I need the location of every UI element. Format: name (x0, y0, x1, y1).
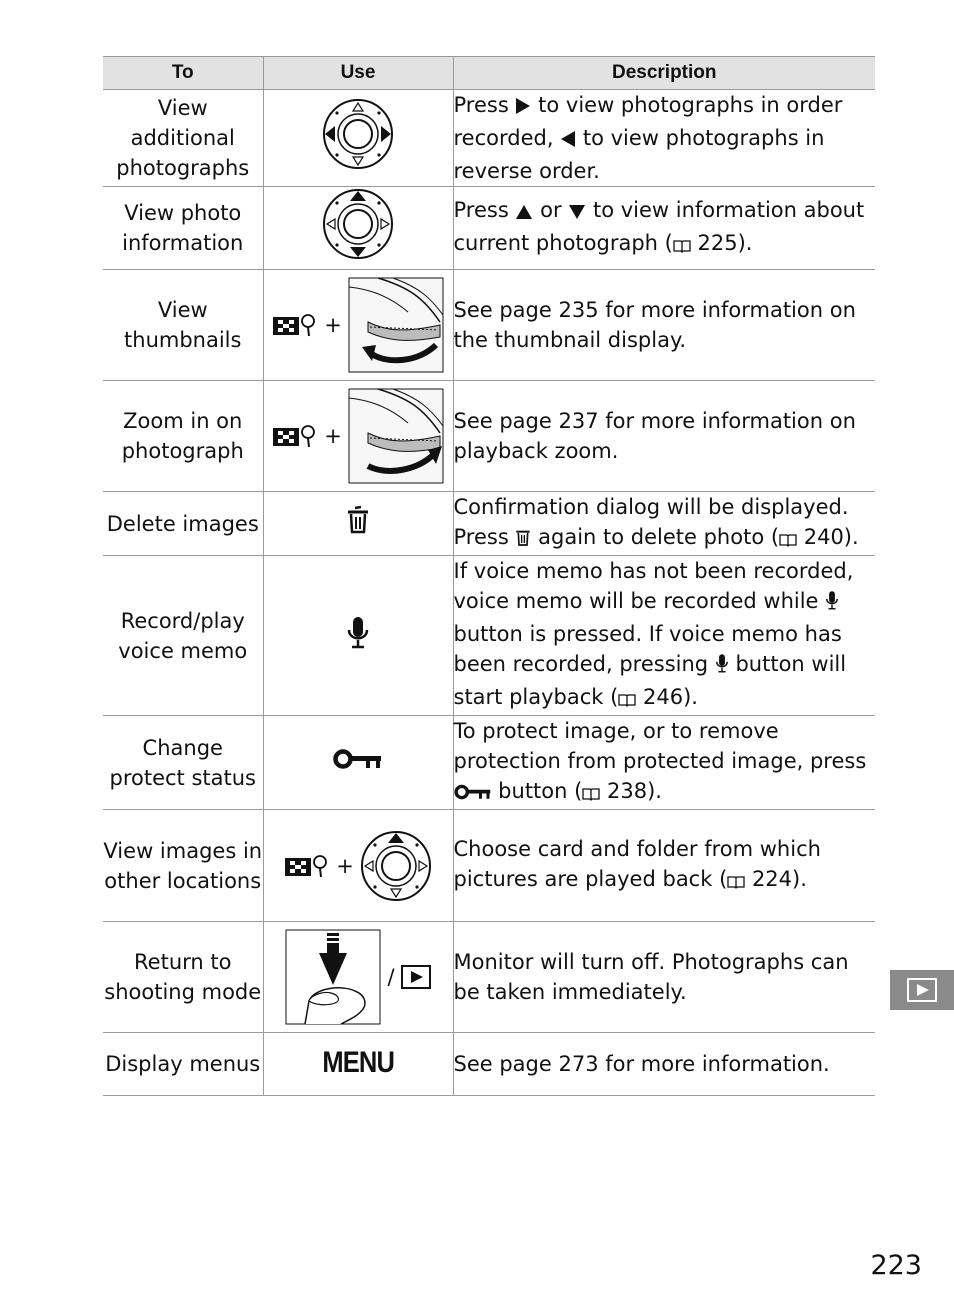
main-command-dial-icon (348, 388, 444, 484)
main-command-dial-icon (348, 277, 444, 373)
shutter-release-icon (285, 929, 381, 1025)
table-row (103, 270, 875, 381)
book-reference-icon (618, 685, 636, 715)
table-row (103, 556, 875, 716)
row-description: If voice memo has not been recorded, voice memo will be recorded while button is pressed. If voice memo has been recorded, pressing button will start playback ( 246). (453, 556, 875, 716)
table-row (103, 1033, 875, 1096)
multi-selector-icon (322, 188, 394, 260)
row-description: Monitor will turn off. Photographs can be taken immediately. (453, 922, 875, 1033)
row-description: To protect image, or to remove protection from protected image, press button ( 238). (453, 716, 875, 810)
row-description: See page 237 for more information on playback zoom. (453, 381, 875, 492)
microphone-icon (715, 652, 729, 682)
page-number: 223 (870, 1250, 922, 1281)
microphone-icon (346, 615, 370, 649)
row-use (263, 556, 453, 716)
table-row (103, 922, 875, 1033)
slash-separator: / (387, 965, 395, 989)
trash-icon (515, 525, 531, 555)
thumbnail-zoom-out-icon (272, 423, 318, 449)
book-reference-icon (673, 231, 691, 261)
row-to-label: Return to shooting mode (103, 922, 263, 1033)
plus-sign: + (336, 853, 354, 878)
header-use: Use (263, 57, 453, 90)
left-triangle-icon (560, 126, 576, 156)
plus-sign: + (324, 313, 342, 337)
row-use (263, 716, 453, 810)
table-row (103, 187, 875, 270)
row-use (263, 270, 453, 381)
thumbnail-zoom-out-icon (284, 853, 330, 879)
plus-sign: + (324, 424, 342, 448)
row-use (263, 810, 453, 922)
row-to-label: Display menus (103, 1033, 263, 1096)
row-description: Confirmation dialog will be displayed. Press again to delete photo ( 240). (453, 492, 875, 556)
book-reference-icon (582, 779, 600, 809)
multi-selector-icon (360, 830, 432, 902)
row-use (263, 1033, 453, 1096)
row-use (263, 381, 453, 492)
playback-icon (401, 965, 431, 989)
row-to-label: Change protect status (103, 716, 263, 810)
menu-button-label: MENU (322, 1046, 394, 1079)
row-description: See page 235 for more information on the thumbnail display. (453, 270, 875, 381)
thumbnail-zoom-out-icon (272, 312, 318, 338)
row-use (263, 922, 453, 1033)
table-row (103, 90, 875, 187)
controls-table (103, 56, 875, 1096)
trash-icon (346, 505, 370, 535)
row-use (263, 90, 453, 187)
row-to-label: View additional photographs (103, 90, 263, 187)
up-triangle-icon (515, 198, 533, 228)
row-use (263, 492, 453, 556)
row-description: Choose card and folder from which pictures are played back ( 224). (453, 810, 875, 922)
row-to-label: Delete images (103, 492, 263, 556)
book-reference-icon (779, 525, 797, 555)
table-row (103, 492, 875, 556)
multi-selector-icon (322, 98, 394, 170)
book-reference-icon (727, 867, 745, 897)
header-row (103, 57, 875, 90)
table-row (103, 381, 875, 492)
row-to-label: View thumbnails (103, 270, 263, 381)
header-description: Description (453, 57, 875, 90)
down-triangle-icon (568, 198, 586, 228)
microphone-icon (825, 589, 839, 619)
row-to-label: Zoom in on photograph (103, 381, 263, 492)
row-description: See page 273 for more information. (453, 1033, 875, 1096)
protect-key-icon (333, 747, 383, 771)
row-to-label: View photo information (103, 187, 263, 270)
right-triangle-icon (515, 93, 531, 123)
row-use (263, 187, 453, 270)
protect-key-icon (454, 779, 492, 809)
table-row (103, 716, 875, 810)
header-to: To (103, 57, 263, 90)
row-to-label: View images in other locations (103, 810, 263, 922)
playback-section-tab (890, 970, 954, 1010)
table-row (103, 810, 875, 922)
row-description: Press or to view information about current photograph ( 225). (453, 187, 875, 270)
row-description: Press to view photographs in order recorded, to view photographs in reverse order. (453, 90, 875, 187)
playback-icon (907, 978, 937, 1002)
row-to-label: Record/play voice memo (103, 556, 263, 716)
